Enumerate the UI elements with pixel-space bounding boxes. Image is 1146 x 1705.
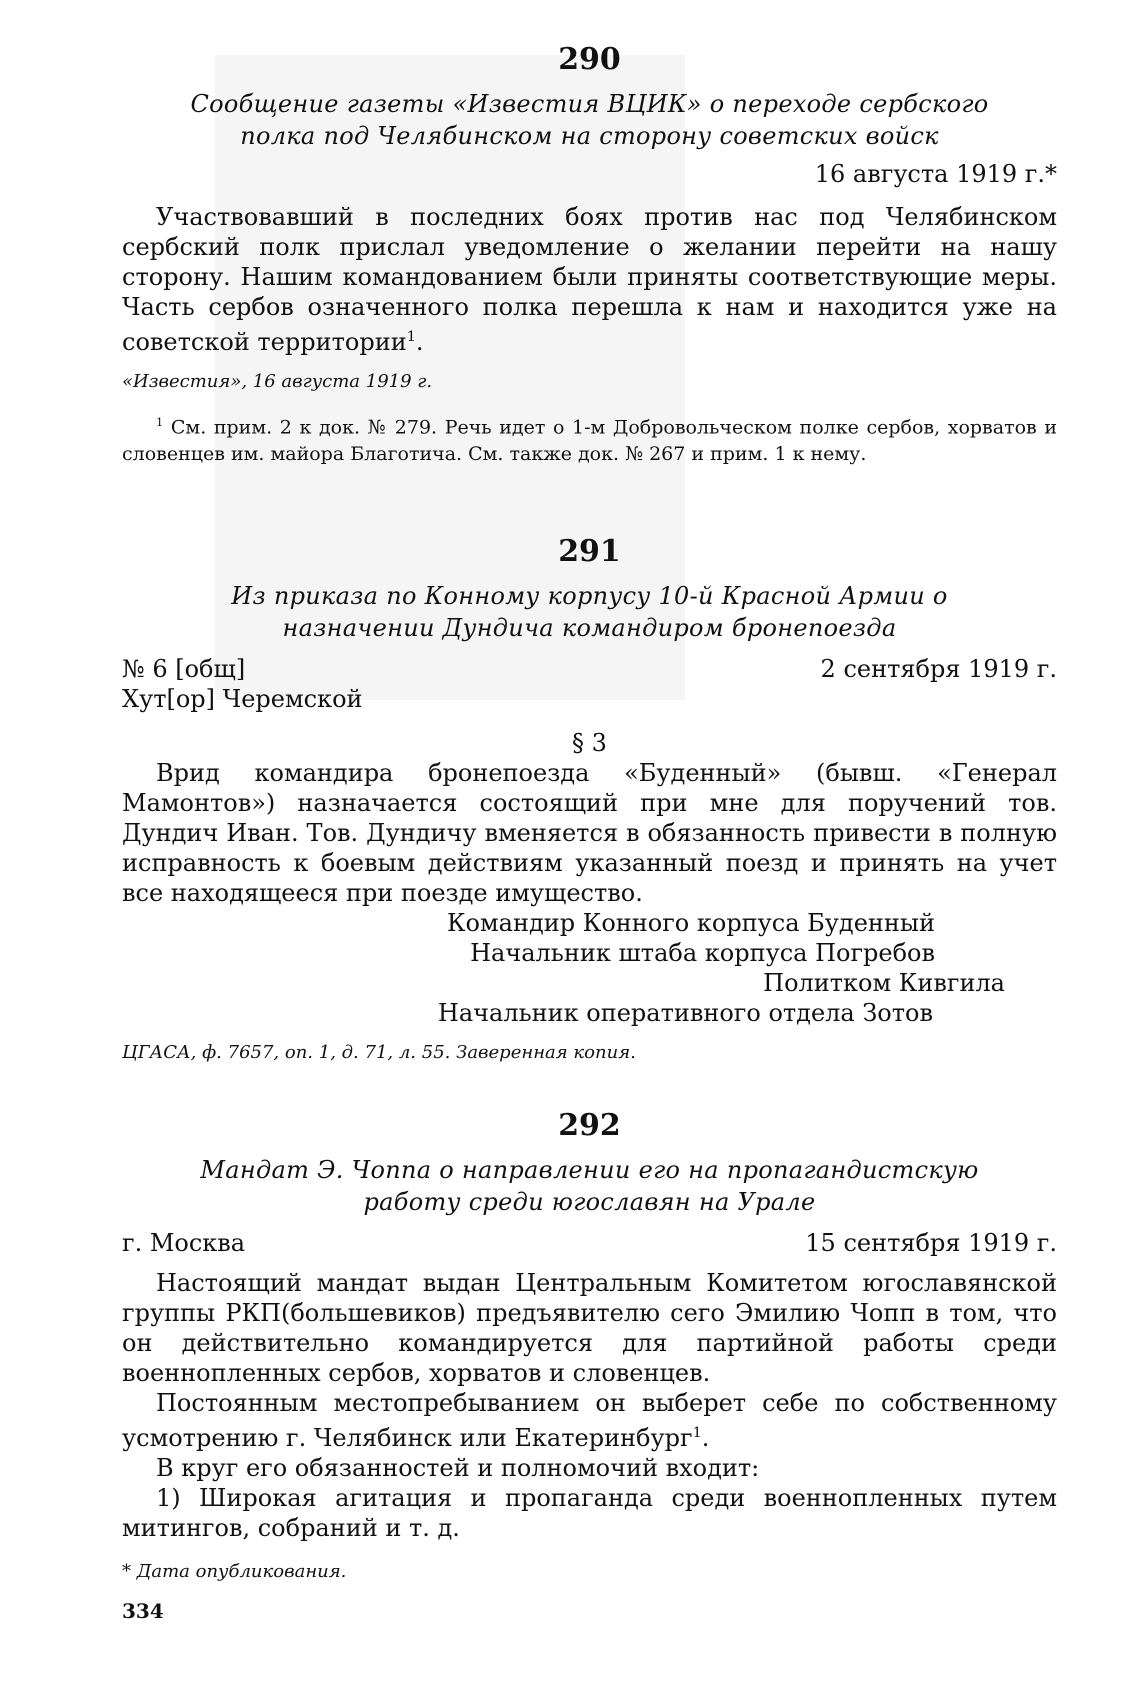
paragraph-end: . <box>701 1424 710 1453</box>
signature-line: Начальник штаба корпуса Погребов <box>470 939 935 968</box>
signature-line: Начальник оперативного отдела Зотов <box>437 999 933 1028</box>
paragraph-text: Постоянным местопребыванием он выберет себе по собственному усмотрению г. Челябинск или Екатеринбург <box>122 1389 1057 1453</box>
doc-290 <box>122 40 1057 468</box>
doc-note <box>122 409 1057 468</box>
doc-place: г. Москва <box>122 1229 246 1258</box>
doc-date: 16 августа 1919 г.* <box>814 160 1057 188</box>
paragraph <box>122 1388 1057 1453</box>
paragraph: В круг его обязанностей и полномочий входит: <box>156 1454 760 1483</box>
doc-header-row <box>122 654 1057 684</box>
doc-title: Сообщение газеты «Известия ВЦИК» о переходе сербского полка под Челябинском на сторону советских войск <box>190 90 989 150</box>
page-footnote: * Дата опубликования. <box>122 1561 347 1583</box>
doc-number: 290 <box>558 42 621 77</box>
page-number: 334 <box>122 1599 164 1624</box>
doc-body: Врид командира бронепоезда «Буденный» (бывш. «Генерал Мамонтов») назначается состоящий при мне для поручений тов. Дундич Иван. Тов. Дундичу вменяется в обязанность привести в полную исправность к боевым действиям указанный поезд и принять на учет все находящееся при поезде имущество. <box>122 759 1057 908</box>
content <box>122 40 1057 1623</box>
doc-date: 2 сентября 1919 г. <box>820 655 1057 684</box>
signature-line: Политком Кивгила <box>763 969 1005 998</box>
doc-source: ЦГАСА, ф. 7657, оп. 1, д. 71, л. 55. Заверенная копия. <box>122 1042 636 1064</box>
paragraph: Настоящий мандат выдан Центральным Комитетом югославянской группы РКП(большевиков) предъявителю сего Эмилию Чопп в том, что он действительно командируется для партийной работы среди военнопленных сербов, хорватов и словенцев. <box>122 1269 1057 1388</box>
doc-number: 292 <box>558 1108 621 1144</box>
doc-number: 291 <box>558 534 621 570</box>
doc-source: «Известия», 16 августа 1919 г. <box>122 371 433 392</box>
doc-title: Мандат Э. Чоппа о направлении его на пропагандистскую работу среди югославян на Урале <box>200 1156 979 1217</box>
doc-place: Хут[ор] Черемской <box>122 685 363 714</box>
signature-line: Командир Конного корпуса Буденный <box>446 909 935 938</box>
note-text: См. прим. 2 к док. № 279. Речь идет о 1-м Добровольческом полке сербов, хорватов и словенцев им. майора Благотича. См. также док. № 267 и прим. 1 к нему. <box>122 416 1057 466</box>
body-text: Участвовавший в последних боях против нас под Челябинском сербский полк прислал уведомление о желании перейти на нашу сторону. Нашим командованием были приняты соответствующие меры. Часть сербов означенного полка перешла к нам и находится уже на советской территории <box>122 203 1057 356</box>
body-end: . <box>415 328 424 356</box>
footnote-mark: 1 <box>406 329 416 345</box>
note-mark: 1 <box>156 415 164 429</box>
footnote-mark: 1 <box>692 1425 702 1442</box>
section-mark: § 3 <box>572 729 607 758</box>
doc-date: 15 сентября 1919 г. <box>805 1229 1057 1258</box>
order-number: № 6 [общ] <box>122 655 246 684</box>
doc-292 <box>122 1106 1057 1543</box>
signatures <box>122 908 1057 1028</box>
paragraph: 1) Широкая агитация и пропаганда среди военнопленных путем митингов, собраний и т. д. <box>122 1484 1057 1543</box>
doc-header-row <box>122 1228 1057 1258</box>
doc-291 <box>122 532 1057 1066</box>
doc-title: Из приказа по Конному корпусу 10-й Красной Армии о назначении Дундича командиром бронепоезда <box>231 582 948 643</box>
doc-body <box>122 202 1057 357</box>
